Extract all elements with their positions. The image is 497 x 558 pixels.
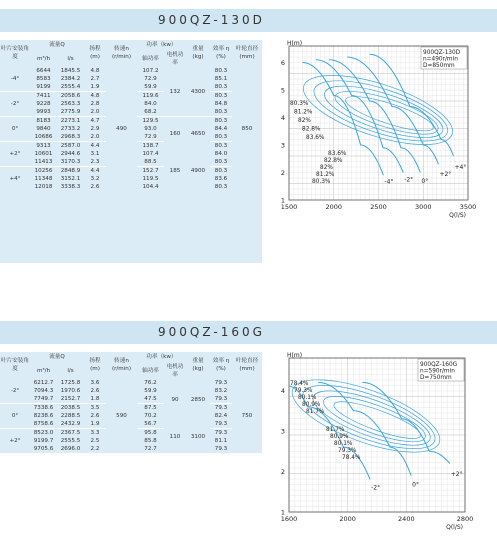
flow-ls-cell: 3170.3 [60, 159, 81, 165]
head-cell: 2.6 [90, 413, 100, 419]
header-speed: 转速n (r/min) [111, 358, 132, 372]
spec-table-wrapper [0, 352, 262, 453]
angle-label: -2° [404, 176, 414, 184]
section-title-band [0, 9, 497, 32]
efficiency-cell: 84.0 [214, 151, 228, 157]
flow-ls-cell: 2432.9 [60, 421, 81, 427]
y-tick-label: 3 [280, 427, 285, 436]
legend-entry: D=850mm [423, 63, 455, 69]
flow-ls-cell: 3338.3 [60, 184, 81, 190]
y-axis-label: H(m) [287, 40, 303, 47]
flow-ls-cell: 1970.6 [60, 388, 81, 394]
head-cell: 4.8 [90, 68, 100, 74]
shaft-power-cell: 88.5 [144, 159, 157, 165]
y-tick-label: 4 [280, 114, 285, 122]
shaft-power-cell: 85.8 [144, 438, 157, 444]
efficiency-label: 80.9% [330, 434, 349, 440]
flow-m3h-cell: 7094.3 [33, 388, 54, 394]
flow-ls-cell: 2968.3 [60, 134, 81, 140]
head-cell: 2.7 [90, 76, 100, 82]
x-tick-label: 1500 [280, 203, 298, 211]
y-tick-label: 1 [280, 196, 285, 205]
efficiency-cell: 80.3 [214, 84, 228, 90]
motor-power-cell: 160 [164, 117, 186, 151]
flow-ls-cell: 2696.0 [60, 446, 81, 452]
header-weight: 重量 (kg) [192, 46, 204, 60]
angle-label: +2° [439, 170, 452, 178]
efficiency-label: 81.2% [316, 172, 335, 178]
header-efficiency: 效率 η (%) [212, 358, 230, 372]
flow-m3h-cell: 12018 [34, 184, 53, 190]
y-tick-label: 2 [280, 467, 285, 476]
efficiency-label: 80.9% [302, 402, 321, 408]
efficiency-cell: 80.3 [210, 117, 232, 126]
flow-m3h-cell: 7411 [30, 92, 57, 101]
header-power: 功率（kw） [146, 354, 177, 361]
flow-ls-cell: 2367.5 [57, 429, 84, 438]
flow-m3h-cell: 9199.7 [33, 438, 54, 444]
efficiency-cell: 80.3 [214, 159, 228, 165]
motor-power-cell: 110 [169, 433, 181, 440]
head-cell: 4.4 [84, 142, 106, 151]
head-cell: 4.8 [84, 92, 106, 101]
y-tick-label: 3 [280, 141, 285, 150]
efficiency-label: 82% [298, 118, 311, 124]
flow-ls-cell: 2038.5 [57, 404, 84, 413]
shaft-power-cell: 72.9 [144, 134, 157, 140]
efficiency-cell: 84.4 [214, 126, 228, 132]
flow-m3h-cell: 8758.6 [33, 421, 54, 427]
angle-cell: -2° [0, 92, 30, 117]
efficiency-cell: 84.8 [214, 101, 228, 107]
flow-ls-cell: 3152.1 [60, 176, 81, 182]
efficiency-label: 82.8% [324, 158, 343, 164]
section-title-band [0, 321, 497, 344]
legend-entry: n=490r/min [423, 56, 458, 63]
head-cell: 2.5 [90, 438, 100, 444]
legend-entry: n=590r/min [420, 368, 455, 375]
motor-power-cell: 185 [169, 167, 181, 174]
angle-cell: -4° [10, 76, 20, 82]
angle-cell: +2° [0, 429, 30, 454]
shaft-power-cell: 47.5 [144, 396, 157, 402]
shaft-power-cell: 87.5 [137, 404, 164, 413]
flow-m3h-cell: 8583 [36, 76, 51, 82]
head-cell: 1.8 [90, 396, 100, 402]
x-tick-label: 1600 [280, 515, 298, 523]
flow-ls-cell: 2555.5 [60, 438, 81, 444]
head-cell: 2.8 [90, 101, 100, 107]
angle-label: -2° [371, 484, 381, 492]
efficiency-cell: 79.3 [214, 380, 228, 386]
efficiency-cell: 79.3 [214, 421, 228, 427]
speed-cell: 590 [116, 413, 127, 419]
head-cell: 1.9 [90, 421, 100, 427]
flow-m3h-cell: 9199 [36, 84, 51, 90]
model-title: 900QZ-130D [158, 13, 265, 27]
flow-ls-cell: 2058.6 [57, 92, 84, 101]
table-row [0, 379, 262, 387]
x-tick-label: 2400 [398, 515, 415, 523]
impeller-cell: 850 [241, 126, 253, 132]
shaft-power-cell: 59.9 [144, 388, 157, 394]
shaft-power-cell: 72.7 [144, 446, 157, 452]
flow-m3h-cell: 8183 [30, 117, 57, 126]
flow-ls-cell: 2555.4 [60, 84, 81, 90]
efficiency-label: 83.6% [328, 151, 347, 157]
weight-cell: 4300 [190, 88, 206, 95]
efficiency-label: 78.4% [342, 455, 361, 461]
flow-ls-cell: 1725.8 [60, 380, 81, 386]
x-tick-label: 3500 [459, 203, 477, 211]
spec-table [0, 352, 262, 453]
flow-m3h-cell: 9993 [36, 109, 51, 115]
efficiency-cell: 85.1 [214, 76, 228, 82]
angle-label: +4° [454, 163, 467, 171]
performance-chart [268, 38, 497, 224]
head-cell: 2.3 [90, 159, 100, 165]
flow-m3h-cell: 11348 [34, 176, 53, 182]
flow-m3h-cell: 7749.7 [33, 396, 54, 402]
motor-power-cell: 132 [169, 88, 181, 95]
x-tick-label: 2500 [370, 203, 387, 211]
flow-m3h-cell: 6212.7 [33, 380, 54, 386]
impeller-cell: 750 [241, 413, 253, 419]
head-curve [362, 382, 449, 463]
flow-ls-cell: 2288.5 [60, 413, 81, 419]
y-tick-label: 5 [280, 86, 285, 95]
efficiency-cell: 79.3 [214, 446, 228, 452]
shaft-power-cell: 59.9 [144, 84, 157, 90]
model-title: 900QZ-160G [158, 325, 265, 339]
header-impeller: 叶轮直径 (mm) [235, 46, 259, 60]
efficiency-cell: 79.3 [214, 396, 228, 402]
efficiency-cell: 83.2 [214, 388, 228, 394]
efficiency-cell: 80.3 [214, 184, 228, 190]
header-speed: 转速n (r/min) [111, 46, 132, 60]
angle-cell: 0° [0, 404, 30, 429]
weight-cell: 4900 [190, 167, 206, 174]
efficiency-cell: 80.3 [214, 109, 228, 115]
flow-ls-cell: 2563.3 [60, 101, 81, 107]
x-axis-label: Q(l/S) [449, 212, 466, 219]
angle-label: -4° [384, 178, 394, 186]
header-shaft-power: 轴功率 [142, 367, 159, 374]
efficiency-cell: 80.3 [210, 142, 232, 151]
head-cell: 2.2 [90, 446, 100, 452]
header-motor-power: 电机功率 [166, 52, 184, 66]
flow-m3h-cell: 10256 [30, 167, 57, 176]
flow-ls-cell: 2733.2 [60, 126, 81, 132]
angle-cell: -2° [10, 388, 20, 394]
shaft-power-cell: 70.2 [144, 413, 157, 419]
flow-m3h-cell: 9840 [36, 126, 51, 132]
efficiency-label: 80.3% [290, 101, 309, 107]
efficiency-cell: 79.3 [210, 429, 232, 438]
efficiency-label: 80.3% [312, 179, 331, 185]
x-axis-label: Q(l/S) [446, 524, 463, 531]
head-cell: 4.7 [84, 117, 106, 126]
efficiency-cell: 81.1 [214, 438, 228, 444]
head-cell: 3.1 [90, 151, 100, 157]
head-cell: 1.9 [90, 84, 100, 90]
efficiency-label: 81.7% [306, 409, 325, 415]
angle-label: +2° [450, 470, 463, 478]
efficiency-cell: 79.3 [210, 404, 232, 413]
efficiency-label: 80.1% [334, 441, 353, 447]
flow-ls-cell: 2848.9 [57, 167, 84, 176]
x-tick-label: 2000 [339, 515, 356, 523]
flow-ls-cell: 2384.2 [60, 76, 81, 82]
efficiency-label: 81.2% [294, 109, 313, 116]
shaft-power-cell: 76.2 [144, 380, 157, 386]
shaft-power-cell: 119.5 [142, 176, 159, 182]
header-angle: 叶片安装角度 [1, 358, 29, 372]
efficiency-label: 80.1% [298, 395, 317, 401]
efficiency-label: 81.7% [326, 427, 345, 433]
y-tick-label: 2 [280, 169, 285, 177]
header-flow: 流量Q [49, 354, 65, 361]
shaft-power-cell: 95.8 [137, 429, 164, 438]
y-tick-label: 4 [280, 386, 285, 395]
shaft-power-cell: 119.6 [137, 92, 164, 101]
header-weight: 重量 (kg) [192, 358, 204, 372]
motor-power-cell: 90 [171, 396, 179, 403]
y-axis-label: H(m) [287, 352, 303, 359]
flow-m3h-cell: 9313 [30, 142, 57, 151]
flow-ls-cell: 2775.9 [60, 109, 81, 115]
head-cell: 3.5 [84, 404, 106, 413]
spec-table [0, 40, 262, 191]
flow-ls-cell: 2152.7 [60, 396, 81, 402]
head-cell: 2.0 [90, 109, 100, 115]
efficiency-label: 79.3% [294, 388, 313, 394]
shaft-power-cell: 56.7 [144, 421, 157, 427]
weight-cell: 2850 [190, 396, 206, 403]
weight-cell: 4650 [186, 117, 210, 151]
angle-label: 0° [421, 177, 429, 185]
angle-cell: +2° [0, 142, 30, 167]
shaft-power-cell: 84.0 [144, 101, 157, 107]
y-tick-label: 1 [280, 508, 285, 517]
performance-chart-svg [268, 38, 497, 224]
efficiency-cell: 80.3 [210, 167, 232, 176]
head-cell: 4.4 [84, 167, 106, 176]
shaft-power-cell: 107.2 [142, 68, 159, 74]
header-flow-ls: l/s [67, 367, 74, 374]
flow-ls-cell: 1845.5 [60, 68, 81, 74]
shaft-power-cell: 107.4 [142, 151, 159, 157]
efficiency-cell: 80.3 [214, 68, 228, 74]
header-shaft-power: 轴功率 [142, 55, 159, 62]
header-power: 功率（kw） [146, 42, 177, 49]
head-cell: 2.6 [90, 388, 100, 394]
flow-m3h-cell: 10601 [34, 151, 53, 157]
header-flow-ls: l/s [67, 55, 74, 62]
header-angle: 叶片安装角度 [1, 46, 29, 60]
header-head: 扬程 (m) [89, 358, 101, 372]
angle-cell: +4° [0, 167, 30, 192]
efficiency-label: 82% [320, 165, 333, 171]
efficiency-cell: 83.6 [214, 176, 228, 182]
efficiency-cell: 80.3 [210, 92, 232, 101]
flow-m3h-cell: 6644 [36, 68, 51, 74]
legend-entry: 900QZ-130D [423, 50, 461, 56]
performance-chart-svg [268, 350, 497, 536]
shaft-power-cell: 138.7 [137, 142, 164, 151]
shaft-power-cell: 129.5 [137, 117, 164, 126]
flow-ls-cell: 2944.6 [60, 151, 81, 157]
head-cell: 3.2 [90, 176, 100, 182]
head-cell: 2.9 [90, 126, 100, 132]
angle-cell: 0° [0, 117, 30, 142]
spec-table-wrapper [0, 40, 262, 263]
head-cell: 2.0 [90, 134, 100, 140]
shaft-power-cell: 68.2 [144, 109, 157, 115]
legend-entry: D=750mm [420, 375, 452, 381]
header-flow: 流量Q [49, 42, 65, 49]
table-row [0, 67, 262, 75]
shaft-power-cell: 72.9 [144, 76, 157, 82]
x-tick-label: 3000 [414, 203, 432, 211]
header-motor-power: 电机功率 [166, 364, 184, 378]
header-impeller: 叶轮直径 (mm) [235, 358, 259, 372]
efficiency-label: 83.6% [306, 135, 325, 141]
flow-m3h-cell: 9228 [36, 101, 51, 107]
header-flow-m3h: m³/h [36, 55, 51, 62]
flow-m3h-cell: 7338.6 [30, 404, 57, 413]
efficiency-label: 82.8% [302, 126, 321, 133]
head-cell: 3.6 [90, 380, 100, 386]
head-cell: 3.3 [84, 429, 106, 438]
shaft-power-cell: 104.4 [142, 184, 159, 190]
x-tick-label: 2000 [325, 203, 343, 211]
efficiency-cell: 82.4 [214, 413, 228, 419]
y-tick-label: 6 [280, 59, 285, 67]
angle-label: 0° [412, 481, 420, 489]
header-head: 扬程 (m) [89, 46, 101, 60]
legend [418, 359, 464, 381]
efficiency-cell: 80.3 [214, 134, 228, 140]
shaft-power-cell: 93.0 [144, 126, 157, 132]
flow-ls-cell: 2587.0 [57, 142, 84, 151]
flow-m3h-cell: 8238.6 [33, 413, 54, 419]
x-tick-label: 2800 [456, 515, 474, 523]
weight-cell: 3100 [190, 433, 206, 440]
shaft-power-cell: 152.7 [137, 167, 164, 176]
efficiency-label: 79.3% [338, 448, 357, 454]
header-flow-m3h: m³/h [36, 367, 51, 374]
flow-m3h-cell: 9705.6 [33, 446, 54, 452]
flow-ls-cell: 2273.1 [57, 117, 84, 126]
head-cell: 2.6 [90, 184, 100, 190]
speed-cell: 490 [116, 126, 127, 132]
flow-m3h-cell: 11413 [34, 159, 53, 165]
performance-chart [268, 350, 497, 536]
flow-m3h-cell: 10686 [34, 134, 53, 140]
legend-entry: 900QZ-160G [420, 362, 458, 368]
efficiency-label: 78.4% [290, 381, 309, 387]
header-efficiency: 效率 η (%) [212, 46, 230, 60]
legend [421, 47, 467, 69]
flow-m3h-cell: 8523.0 [30, 429, 57, 438]
